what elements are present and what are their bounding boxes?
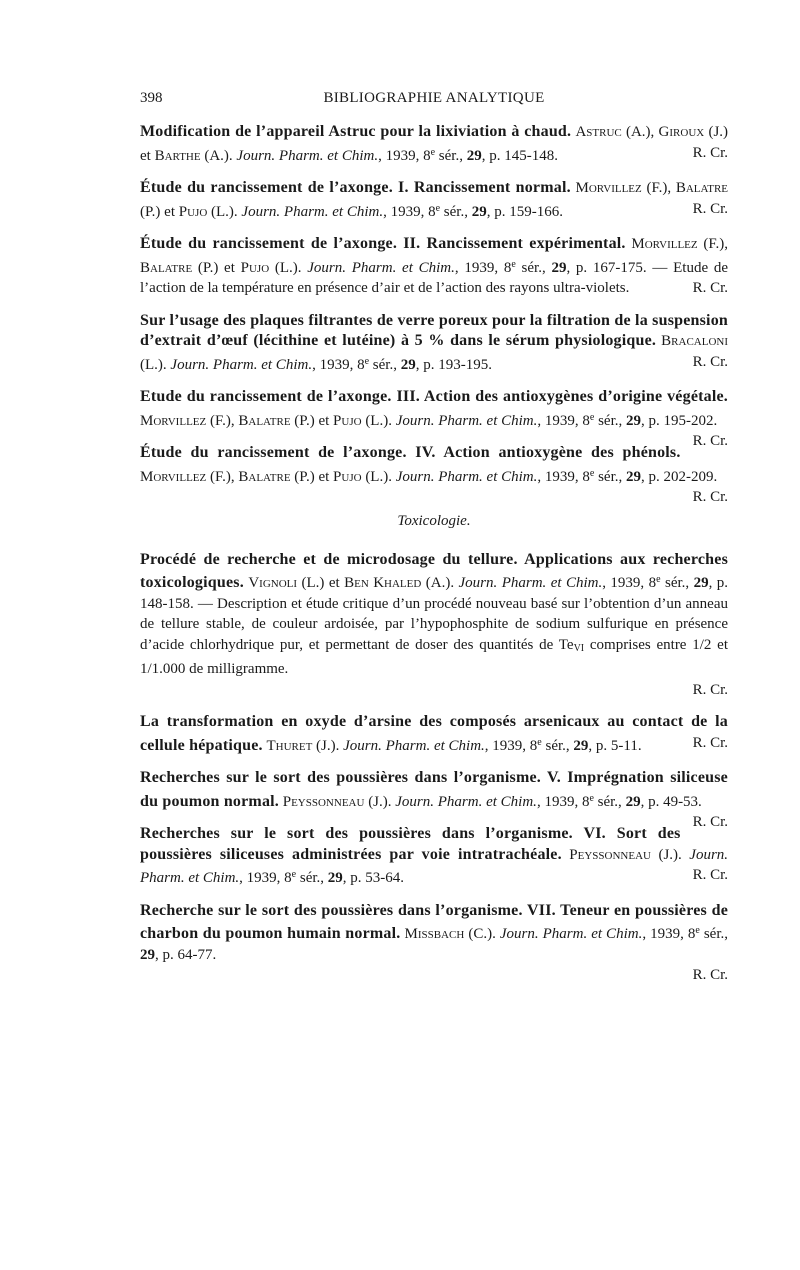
author-name: Thuret (266, 737, 313, 754)
author-initials: (C.). (468, 926, 500, 942)
volume: 29 (625, 793, 641, 810)
volume: 29 (573, 737, 589, 754)
year: , 1939, (602, 575, 649, 591)
bibliography-entry (140, 443, 728, 505)
volume: 29 (551, 259, 567, 276)
author-name: Vignoli (248, 575, 298, 591)
volume: 29 (471, 203, 487, 220)
reviewer-signature: R. Cr. (692, 681, 728, 698)
year: , 1939, (642, 926, 688, 942)
series-suffix: e (511, 258, 516, 270)
series-suffix: e (656, 574, 661, 585)
series-text: sér., (541, 737, 574, 754)
series-text: sér., (699, 926, 729, 942)
author-initials: (F.), (209, 468, 239, 485)
entry-title: Recherche sur le sort des poussières dans l’organisme. VII. Teneur en poussières de charbon du poumon humain normal. (140, 901, 728, 942)
series-text: sér., (440, 203, 472, 220)
series: 8 (529, 737, 538, 754)
reviewer-signature: R. Cr. (692, 433, 728, 449)
reviewer-signature: R. Cr. (692, 280, 728, 296)
page-range: , p. 167-175. (566, 259, 647, 276)
author-name: Morvillez (140, 468, 207, 485)
author-initials: (J.). (658, 846, 690, 863)
volume: 29 (626, 412, 642, 429)
series: 8 (423, 147, 431, 164)
page-range: , p. 148-158. (140, 575, 729, 612)
journal-name: Journ. Pharm. et Chim. (458, 575, 603, 591)
series-suffix: e (435, 202, 441, 214)
entry-title: Recherches sur le sort des poussières dans l’organisme. VI. Sort des poussières siliceuses administrées par voie intratrachéale. (140, 825, 681, 863)
reviewer-signature: R. Cr. (692, 967, 728, 983)
year: , 1939, (537, 412, 583, 429)
reviewer-signature: R. Cr. (692, 200, 728, 217)
journal-name: Journ. Pharm. et Chim. (170, 356, 313, 373)
journal-name: Journ. Pharm. et Chim. (241, 203, 384, 220)
series-suffix: e (537, 736, 542, 748)
journal-name: Journ. Pharm. et Chim. (140, 846, 729, 886)
author-name: Peyssonneau (569, 846, 651, 863)
series-suffix: e (695, 925, 700, 936)
running-title: BIBLIOGRAPHIE ANALYTIQUE (323, 90, 545, 106)
series: 8 (284, 870, 292, 886)
entry-title: Modification de l’appareil Astruc pour la lixiviation à chaud. (140, 123, 572, 140)
bibliography-entry (140, 122, 728, 166)
journal-name: Journ. Pharm. et Chim. (499, 926, 643, 942)
author-name: Pujo (240, 259, 270, 276)
journal-name: Journ. Pharm. et Chim. (236, 147, 379, 164)
author-name: Balatre (238, 412, 291, 429)
author-name: Giroux (658, 124, 705, 140)
year: , 1939, (312, 356, 358, 373)
series: 8 (582, 412, 590, 429)
entry-description: — Description et étude critique d’un procédé nouveau basé sur l’obtention d’un anneau de tellure stable, de couleur ardoisée, par l’hypophosphite de sodium sulfurique en présence d’acide chlorhydrique pur, et permettant de doser des quantités de Te (140, 595, 728, 653)
series: 8 (687, 926, 696, 942)
author-initials: (L.). (140, 356, 171, 373)
series-suffix: e (589, 792, 594, 804)
year: , 1939, (484, 737, 530, 754)
author-initials: (P.) et (294, 468, 334, 485)
series-text: sér., (296, 870, 328, 886)
oxidation-subscript: VI (573, 642, 585, 654)
bibliography-entry (140, 901, 728, 986)
reviewer-signature: R. Cr. (692, 734, 728, 751)
year: , 1939, (239, 870, 285, 886)
series-suffix: e (589, 467, 595, 479)
entry-title: La transformation en oxyde d’arsine des composés arsenicaux au contact de la cellule hépatique. (140, 713, 728, 754)
volume: 29 (327, 870, 343, 886)
author-name: Missbach (404, 926, 465, 942)
bibliography-entry (140, 234, 728, 299)
page-range: , p. 193-195. (415, 356, 492, 373)
author-name: Balatre (238, 468, 291, 485)
volume: 29 (400, 356, 416, 373)
entry-title: Étude du rancissement de l’axonge. I. Rancissement normal. (140, 179, 571, 196)
journal-name: Journ. Pharm. et Chim. (395, 468, 538, 485)
year: , 1939, (536, 793, 582, 810)
year: , 1939, (537, 468, 583, 485)
author-name: Astruc (575, 124, 622, 140)
author-initials: (F.), (646, 180, 676, 196)
author-name: Bracaloni (661, 333, 728, 349)
reviewer-signature: R. Cr. (692, 489, 728, 505)
series-suffix: e (291, 869, 297, 880)
entry-description: — Etude de l’action de la température en présence d’air et de l’action des rayons ultra-violets. (140, 259, 728, 296)
journal-name: Journ. Pharm. et Chim. (395, 793, 537, 810)
series-suffix: e (364, 355, 370, 367)
author-initials: (J.). (368, 793, 396, 810)
series: 8 (357, 356, 365, 373)
document-page (140, 88, 728, 998)
author-initials: (P.) et (140, 203, 179, 220)
bibliography-entry (140, 387, 728, 449)
author-initials: (L.) et (301, 575, 345, 591)
author-name: Ben Khaled (344, 575, 422, 591)
volume: 29 (140, 946, 155, 963)
series-text: sér., (369, 356, 401, 373)
entry-title: Etude du rancissement de l’axonge. III. Action des antioxygènes d’origine végétale. (140, 388, 728, 405)
author-initials: (F.), (209, 412, 239, 429)
page-range: , p. 49-53. (640, 793, 702, 810)
reviewer-signature: R. Cr. (692, 867, 728, 883)
bibliography-entry (140, 178, 728, 222)
author-initials: (P.) et (197, 259, 241, 276)
bibliography-entry (140, 712, 728, 756)
page-number: 398 (140, 90, 163, 106)
series-text: sér., (660, 575, 694, 591)
reviewer-signature: R. Cr. (692, 353, 728, 370)
bibliography-entry (140, 824, 728, 889)
author-initials: (L.). (365, 468, 396, 485)
author-name: Barthe (154, 147, 201, 164)
author-name: Balatre (675, 180, 728, 196)
author-name: Peyssonneau (282, 793, 365, 810)
year: , 1939, (454, 259, 504, 276)
author-initials: (P.) et (294, 412, 334, 429)
entry-description-end: comprises entre 1/2 et 1/1.000 de milligramme. (140, 636, 729, 677)
author-name: Pujo (178, 203, 208, 220)
author-initials: (A.). (204, 147, 237, 164)
running-header (140, 88, 728, 110)
page-range: , p. 5-11. (588, 737, 642, 754)
page-range: , p. 159-166. (486, 203, 563, 220)
series-text: sér., (515, 259, 552, 276)
entry-title: Étude du rancissement de l’axonge. II. Rancissement expérimental. (140, 235, 626, 252)
series: 8 (581, 793, 590, 810)
series: 8 (648, 575, 657, 591)
entry-title: Procédé de recherche et de microdosage du tellure. Applications aux recherches toxicologiques. (140, 550, 728, 591)
author-initials: (A.). (425, 575, 459, 591)
page-range: , p. 202-209. (641, 468, 718, 485)
author-initials: (A.), (625, 124, 659, 140)
journal-name: Journ. Pharm. et Chim. (307, 259, 455, 276)
series-text: sér., (594, 412, 627, 429)
entry-title: Recherches sur le sort des poussières dans l’organisme. V. Imprégnation siliceuse du poumon normal. (140, 769, 728, 810)
entry-title: Étude du rancissement de l’axonge. IV. Action antioxygène des phénols. (140, 444, 681, 461)
author-name: Morvillez (631, 236, 698, 252)
volume: 29 (626, 468, 642, 485)
volume: 29 (693, 575, 709, 591)
journal-name: Journ. Pharm. et Chim. (395, 412, 538, 429)
author-name: Balatre (140, 259, 193, 276)
series-text: sér., (594, 468, 627, 485)
series-text: sér., (435, 147, 467, 164)
author-initials: (L.). (211, 203, 242, 220)
reviewer-signature: R. Cr. (692, 814, 728, 830)
page-range: , p. 145-148. (481, 147, 558, 164)
author-initials: (F.), (703, 236, 729, 252)
author-name: Morvillez (140, 412, 207, 429)
series: 8 (428, 203, 436, 220)
reviewer-signature: R. Cr. (692, 144, 728, 161)
bibliography-entry (140, 768, 728, 830)
author-name: Pujo (333, 468, 362, 485)
year: , 1939, (378, 147, 424, 164)
bibliography-entry (140, 311, 728, 376)
year: , 1939, (383, 203, 429, 220)
author-initials: (J.) et (140, 124, 729, 164)
author-initials: (L.). (274, 259, 308, 276)
page-range: , p. 64-77. (155, 946, 217, 963)
author-name: Morvillez (575, 180, 642, 196)
author-initials: (L.). (365, 412, 396, 429)
series: 8 (582, 468, 590, 485)
section-title: Toxicologie. (397, 513, 471, 529)
bibliography-entry (140, 550, 728, 701)
journal-name: Journ. Pharm. et Chim. (343, 737, 485, 754)
series-suffix: e (430, 146, 436, 158)
page-range: , p. 53-64. (342, 870, 405, 886)
author-initials: (J.). (316, 737, 344, 754)
entry-title: Sur l’usage des plaques filtrantes de verre poreux pour la filtration de la suspension d’extrait d’œuf (lécithine et lutéine) à 5 % dans le sérum physiologique. (140, 311, 728, 349)
author-name: Pujo (333, 412, 362, 429)
series: 8 (503, 259, 512, 276)
series-suffix: e (589, 411, 595, 423)
page-range: , p. 195-202. (641, 412, 718, 429)
volume: 29 (466, 147, 482, 164)
series-text: sér., (593, 793, 626, 810)
